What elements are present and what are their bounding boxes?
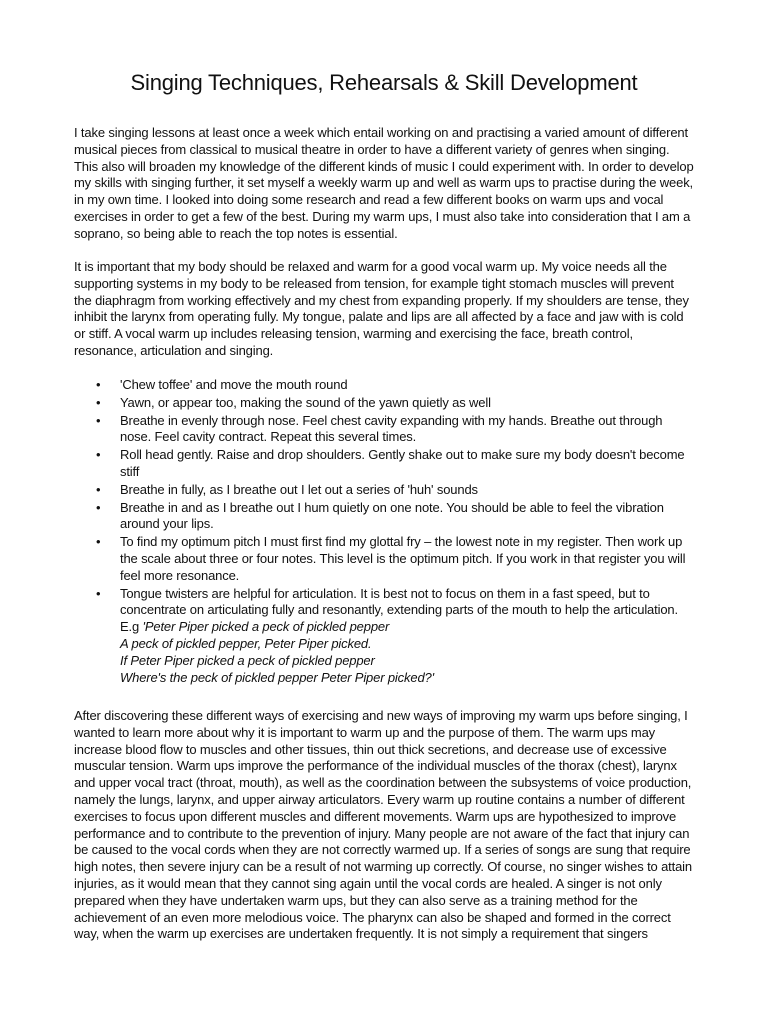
tongue-twister-line: [120, 619, 696, 636]
text-line: supporting systems in my body to be released from tension, for example tight stomach muscles will prevent: [74, 275, 674, 291]
text-line: way, when the warm up exercises are undertaken frequently. It is not simply a requirement that singers: [74, 926, 648, 942]
text-line: exercises to focus upon different muscles and different movements. Warm ups are hypothesized to improve: [74, 808, 677, 824]
text-line: inhibit the larynx from operating fully. My tongue, palate and lips are all affected by a face and jaw with is cold: [74, 309, 684, 325]
text-line: Roll head gently. Raise and drop shoulders. Gently shake out to make sure my body doesn't become: [120, 447, 685, 463]
tongue-twister-line: A peck of pickled pepper, Peter Piper picked.: [120, 635, 372, 651]
text-line: muscular tension. Warm ups improve the performance of the individual muscles of the thorax (chest), larynx: [74, 758, 677, 774]
list-item: [74, 447, 696, 481]
list-item: [74, 534, 696, 584]
text-line: prepared when they have undertaken warm ups, but they can also serve as a training method for the: [74, 892, 638, 908]
document-title: Singing Techniques, Rehearsals & Skill Development: [130, 70, 638, 95]
text-line: performance and to contribute to the prevention of injury. Many people are not aware of the fact that injury can: [74, 825, 690, 841]
text-line: musical pieces from classical to musical theatre in order to have a different variety of genres when singing.: [74, 141, 670, 157]
text-line: exercises in order to get a few of the best. During my warm ups, I must also take into consideration that I am a: [74, 208, 691, 224]
text-line: namely the lungs, larynx, and upper airway articulators. Every warm up routine contains a number of different: [74, 791, 685, 807]
text-line: Breathe in and as I breathe out I hum quietly on one note. You should be able to feel the vibration: [120, 499, 664, 515]
text-line: I take singing lessons at least once a week which entail working on and practising a varied amount of different: [74, 125, 688, 140]
text-line: It is important that my body should be relaxed and warm for a good vocal warm up. My voice needs all the: [74, 259, 667, 274]
bullet-icon: •: [96, 534, 101, 550]
text-line: Breathe in evenly through nose. Feel chest cavity expanding with my hands. Breathe out through: [120, 412, 663, 428]
text-line: Yawn, or appear too, making the sound of the yawn quietly as well: [120, 394, 491, 410]
text-line: and upper vocal tract (throat, mouth), as well as the coordination between the subsystems of voice production,: [74, 775, 692, 791]
text-line: This also will broaden my knowledge of the different kinds of music I could experiment with. In order to develop: [74, 158, 694, 174]
paragraph-intro: [74, 125, 696, 243]
bullet-icon: •: [96, 394, 101, 410]
bullet-icon: •: [96, 412, 101, 428]
paragraph-purpose: [74, 708, 696, 943]
text-line: the diaphragm from working effectively and my chest from expanding properly. If my shoulders are tense, they: [74, 292, 689, 308]
text-line: Breathe in fully, as I breathe out I let out a series of 'huh' sounds: [120, 481, 478, 497]
text-line: stiff: [120, 463, 140, 479]
bullet-icon: •: [96, 585, 101, 601]
warm-up-list: [74, 377, 696, 687]
list-item: [74, 377, 696, 394]
text-line: wanted to learn more about why it is important to warm up and the purpose of them. The warm ups may: [74, 724, 656, 740]
text-line: increase blood flow to muscles and other tissues, thin out thick secretions, and decrease use of excessive: [74, 741, 667, 757]
list-item: [74, 413, 696, 447]
list-item: [74, 500, 696, 534]
list-item: [74, 482, 696, 499]
text-line: resonance, articulation and singing.: [74, 342, 274, 358]
text-line: my skills with singing further, it set myself a weekly warm up and well as warm ups to practise during the week,: [74, 175, 694, 191]
text-line: in my own time. I looked into doing some research and read a few different books on warm ups and vocal: [74, 192, 664, 208]
text-line: concentrate on articulating fully and resonantly, extending parts of the mouth to help the articulation.: [120, 602, 678, 618]
text-line: around your lips.: [120, 516, 214, 532]
bullet-icon: •: [96, 377, 101, 392]
tongue-twister-text: 'Peter Piper picked a peck of pickled pepper: [142, 619, 390, 635]
list-item: [74, 395, 696, 412]
text-line: be caused to the vocal cords when they are not correctly warmed up. If a series of songs are sung that require: [74, 842, 691, 858]
text-line: injuries, as it would mean that they cannot sing again until the vocal cords are healed. A singer is not only: [74, 875, 662, 891]
list-item: [74, 586, 696, 687]
text-line: soprano, so being able to reach the top notes is essential.: [74, 225, 398, 241]
tongue-twister-line: Where's the peck of pickled pepper Peter Piper picked?': [120, 669, 434, 685]
text-line: To find my optimum pitch I must first find my glottal fry – the lowest note in my register. Then work up: [120, 534, 683, 550]
text-line: achievement of an even more melodious voice. The pharynx can also be shaped and formed in the correct: [74, 909, 671, 925]
tongue-twister-line: If Peter Piper picked a peck of pickled pepper: [120, 652, 375, 668]
text-line: Tongue twisters are helpful for articulation. It is best not to focus on them in a fast speed, but to: [120, 585, 650, 601]
bullet-icon: •: [96, 499, 101, 515]
text-line: or stiff. A vocal warm up includes releasing tension, warming and exercising the face, breath control,: [74, 326, 633, 342]
example-prefix: E.g: [120, 619, 143, 635]
text-line: feel more resonance.: [120, 567, 240, 583]
text-line: After discovering these different ways of exercising and new ways of improving my warm ups before singing, I: [74, 708, 688, 723]
paragraph-relaxation: [74, 259, 696, 360]
bullet-icon: •: [96, 447, 101, 463]
text-line: the scale about three or four notes. This level is the optimum pitch. If you work in that register you will: [120, 550, 686, 566]
text-line: nose. Feel cavity contract. Repeat this several times.: [120, 429, 417, 445]
text-line: 'Chew toffee' and move the mouth round: [120, 377, 348, 392]
bullet-icon: •: [96, 481, 101, 497]
text-line: high notes, then severe injury can be a result of not warming up correctly. Of course, no singer wishes to attain: [74, 859, 692, 875]
